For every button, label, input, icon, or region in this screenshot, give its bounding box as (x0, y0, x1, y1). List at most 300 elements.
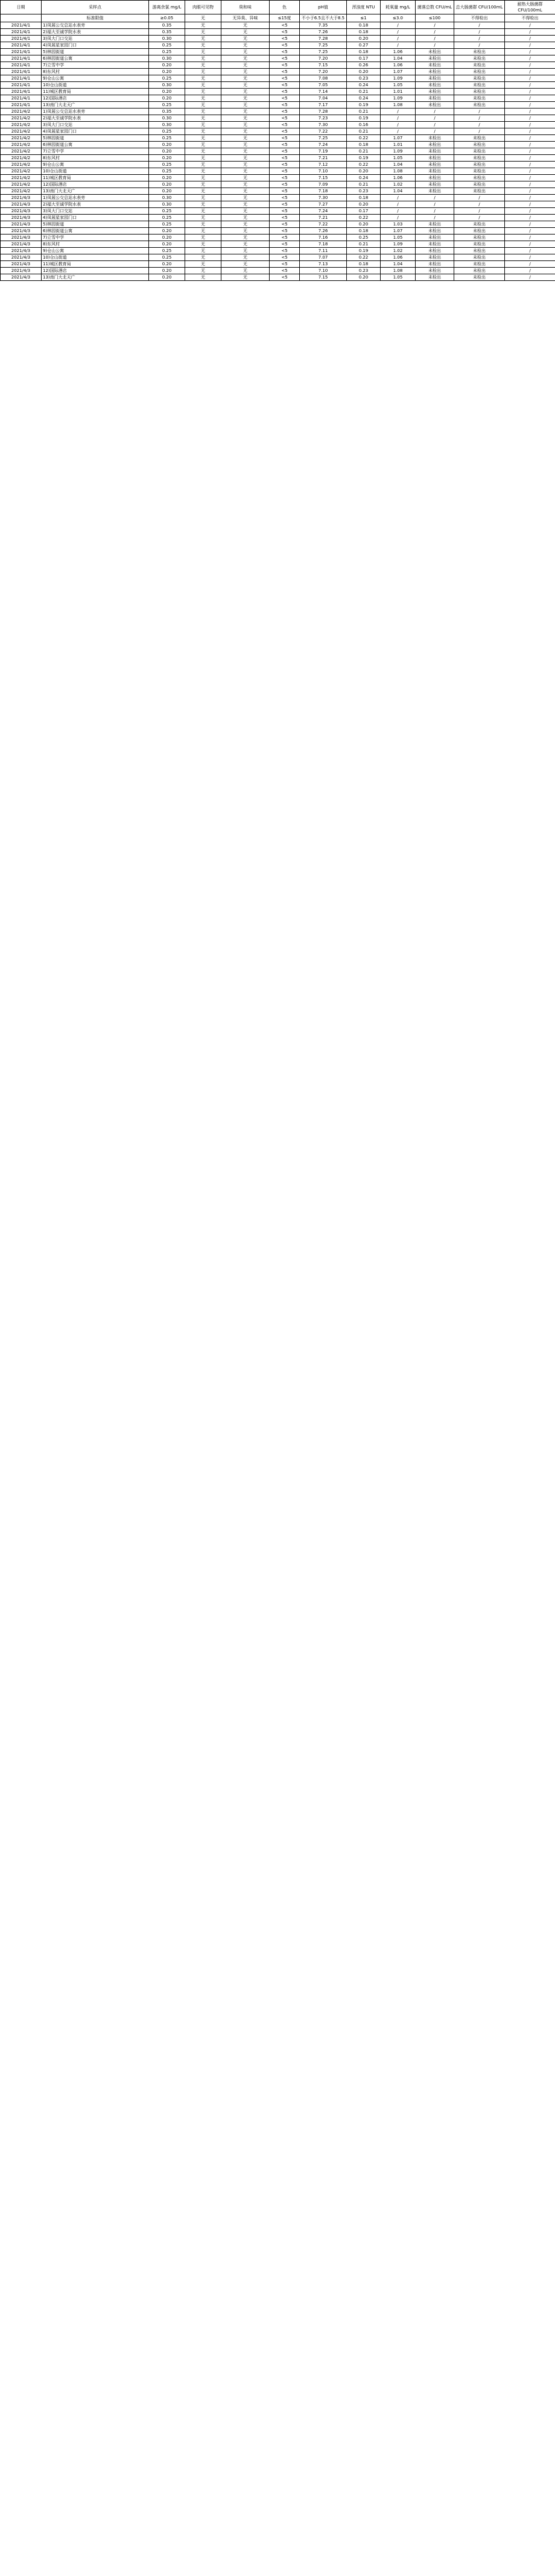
value-cell: 无 (221, 201, 270, 208)
header-cell: 耐热大肠菌群 CFU/100mL (505, 1, 555, 14)
header-cell: 耗氧量 mg/L (381, 1, 416, 14)
date-cell: 2021/4/3 (1, 254, 42, 261)
value-cell: / (505, 62, 555, 69)
site-cell: 10)仓山街道 (42, 254, 149, 261)
table-row (1, 95, 555, 102)
value-cell: 无 (221, 109, 270, 115)
value-cell: 1.07 (381, 69, 416, 75)
value-cell: 0.30 (149, 55, 185, 62)
table-row (1, 22, 555, 29)
date-cell: 2021/4/3 (1, 274, 42, 281)
value-cell: <5 (270, 115, 300, 122)
table-row (1, 254, 555, 261)
site-cell: 2)福大至诚学院水表 (42, 29, 149, 36)
value-cell: 无 (185, 128, 221, 135)
value-cell: / (416, 29, 454, 36)
value-cell: <5 (270, 142, 300, 148)
standard-cell: 不得检出 (505, 14, 555, 22)
value-cell: / (381, 195, 416, 201)
value-cell: 无 (221, 261, 270, 268)
value-cell: <5 (270, 128, 300, 135)
value-cell: 0.20 (149, 181, 185, 188)
value-cell: / (381, 208, 416, 215)
value-cell: <5 (270, 89, 300, 95)
value-cell: 0.25 (149, 42, 185, 49)
value-cell: 1.01 (381, 89, 416, 95)
value-cell: <5 (270, 102, 300, 109)
date-cell: 2021/4/3 (1, 228, 42, 235)
standard-cell: 无异臭、异味 (221, 14, 270, 22)
value-cell: 未检出 (454, 69, 505, 75)
site-cell: 1)凤展公交总站水表旁 (42, 195, 149, 201)
value-cell: <5 (270, 235, 300, 241)
table-row (1, 122, 555, 128)
value-cell: / (381, 22, 416, 29)
value-cell: / (416, 128, 454, 135)
value-cell: 0.30 (149, 201, 185, 208)
table-row (1, 128, 555, 135)
value-cell: 0.19 (347, 102, 381, 109)
value-cell: 无 (185, 69, 221, 75)
value-cell: <5 (270, 49, 300, 55)
table-row (1, 175, 555, 181)
value-cell: 0.20 (149, 142, 185, 148)
value-cell: 1.01 (381, 142, 416, 148)
header-cell: 色 (270, 1, 300, 14)
site-cell: 13)南门大北天广 (42, 102, 149, 109)
value-cell: <5 (270, 162, 300, 168)
value-cell: 0.30 (149, 195, 185, 201)
value-cell: <5 (270, 268, 300, 274)
value-cell: 无 (185, 55, 221, 62)
value-cell: 1.05 (381, 82, 416, 89)
value-cell: 7.21 (300, 155, 347, 162)
value-cell: 未检出 (454, 228, 505, 235)
value-cell: 无 (185, 274, 221, 281)
value-cell: 7.07 (300, 254, 347, 261)
site-cell: 2)福大至诚学院水表 (42, 201, 149, 208)
value-cell: / (505, 248, 555, 254)
value-cell: / (381, 29, 416, 36)
value-cell: <5 (270, 95, 300, 102)
value-cell: 7.16 (300, 235, 347, 241)
value-cell: 未检出 (416, 89, 454, 95)
value-cell: 0.21 (347, 148, 381, 155)
value-cell: <5 (270, 221, 300, 228)
table-row (1, 274, 555, 281)
value-cell: 未检出 (416, 75, 454, 82)
value-cell: 未检出 (454, 89, 505, 95)
value-cell: 无 (185, 155, 221, 162)
site-cell: 2)福大至诚学院水表 (42, 115, 149, 122)
table-row (1, 29, 555, 36)
table-row (1, 195, 555, 201)
value-cell: <5 (270, 208, 300, 215)
site-cell: 1)凤展公交总站水表旁 (42, 22, 149, 29)
value-cell: 0.18 (347, 142, 381, 148)
value-cell: 未检出 (416, 155, 454, 162)
date-cell: 2021/4/2 (1, 115, 42, 122)
value-cell: 无 (221, 175, 270, 181)
value-cell: 1.06 (381, 254, 416, 261)
value-cell: 无 (221, 69, 270, 75)
date-cell: 2021/4/3 (1, 261, 42, 268)
site-cell: 11)城区教育局 (42, 89, 149, 95)
site-cell: 3)凤大门口交站 (42, 36, 149, 42)
value-cell: 未检出 (454, 268, 505, 274)
value-cell: 0.19 (347, 115, 381, 122)
value-cell: 未检出 (416, 221, 454, 228)
value-cell: <5 (270, 261, 300, 268)
value-cell: 7.25 (300, 135, 347, 142)
value-cell: / (505, 49, 555, 55)
date-cell: 2021/4/3 (1, 241, 42, 248)
value-cell: 无 (185, 188, 221, 195)
table-row (1, 36, 555, 42)
value-cell: 无 (185, 175, 221, 181)
date-cell: 2021/4/2 (1, 181, 42, 188)
value-cell: 0.30 (149, 122, 185, 128)
table-row (1, 228, 555, 235)
value-cell: 0.35 (149, 22, 185, 29)
value-cell: 无 (185, 135, 221, 142)
header-cell: 浑浊度 NTU (347, 1, 381, 14)
site-cell: 5)林园街道 (42, 221, 149, 228)
value-cell: <5 (270, 228, 300, 235)
table-row (1, 82, 555, 89)
value-cell: <5 (270, 188, 300, 195)
value-cell: / (505, 22, 555, 29)
value-cell: / (416, 22, 454, 29)
value-cell: 无 (221, 228, 270, 235)
value-cell: 7.20 (300, 69, 347, 75)
value-cell: / (454, 128, 505, 135)
value-cell: / (505, 155, 555, 162)
standard-cell: 无 (185, 14, 221, 22)
value-cell: 7.12 (300, 162, 347, 168)
table-row (1, 42, 555, 49)
value-cell: / (381, 115, 416, 122)
water-quality-table (0, 0, 555, 281)
value-cell: 未检出 (454, 62, 505, 69)
value-cell: 未检出 (416, 254, 454, 261)
value-cell: 0.20 (347, 221, 381, 228)
value-cell: 未检出 (454, 168, 505, 175)
value-cell: 无 (185, 89, 221, 95)
value-cell: 0.20 (149, 235, 185, 241)
site-cell: 8)东风村 (42, 69, 149, 75)
value-cell: 0.18 (347, 261, 381, 268)
value-cell: 7.10 (300, 268, 347, 274)
value-cell: / (416, 36, 454, 42)
value-cell: 无 (221, 22, 270, 29)
value-cell: 无 (221, 75, 270, 82)
value-cell: 7.08 (300, 75, 347, 82)
value-cell: / (505, 128, 555, 135)
table-row (1, 188, 555, 195)
value-cell: <5 (270, 201, 300, 208)
value-cell: 0.20 (149, 95, 185, 102)
value-cell: 无 (221, 115, 270, 122)
value-cell: 未检出 (416, 181, 454, 188)
value-cell: 0.21 (347, 181, 381, 188)
value-cell: / (381, 215, 416, 221)
value-cell: / (381, 42, 416, 49)
value-cell: 7.15 (300, 274, 347, 281)
value-cell: 0.24 (347, 82, 381, 89)
value-cell: 7.15 (300, 175, 347, 181)
value-cell: 无 (185, 22, 221, 29)
value-cell: / (381, 128, 416, 135)
value-cell: / (505, 201, 555, 208)
value-cell: 无 (221, 29, 270, 36)
date-cell: 2021/4/1 (1, 82, 42, 89)
value-cell: / (454, 215, 505, 221)
value-cell: / (505, 268, 555, 274)
value-cell: 无 (185, 215, 221, 221)
header-cell: 总大肠菌群 CFU/100mL (454, 1, 505, 14)
value-cell: 1.09 (381, 148, 416, 155)
standard-cell: ≤3.0 (381, 14, 416, 22)
value-cell: 无 (185, 201, 221, 208)
date-cell: 2021/4/1 (1, 22, 42, 29)
value-cell: 无 (185, 109, 221, 115)
site-cell: 10)仓山街道 (42, 168, 149, 175)
value-cell: 1.04 (381, 188, 416, 195)
value-cell: 7.26 (300, 29, 347, 36)
value-cell: / (416, 208, 454, 215)
date-cell: 2021/4/3 (1, 268, 42, 274)
table-row (1, 162, 555, 168)
value-cell: 无 (221, 135, 270, 142)
site-cell: 3)凤大门口交站 (42, 208, 149, 215)
value-cell: 0.20 (149, 241, 185, 248)
value-cell: 无 (221, 241, 270, 248)
date-cell: 2021/4/2 (1, 155, 42, 162)
date-cell: 2021/4/2 (1, 188, 42, 195)
date-cell: 2021/4/1 (1, 62, 42, 69)
value-cell: 无 (185, 115, 221, 122)
value-cell: <5 (270, 168, 300, 175)
value-cell: 未检出 (416, 274, 454, 281)
value-cell: 0.25 (149, 135, 185, 142)
value-cell: 0.30 (149, 82, 185, 89)
value-cell: 无 (221, 49, 270, 55)
value-cell: <5 (270, 195, 300, 201)
value-cell: / (505, 181, 555, 188)
value-cell: 7.17 (300, 102, 347, 109)
value-cell: 无 (221, 36, 270, 42)
value-cell: 无 (185, 248, 221, 254)
value-cell: / (505, 215, 555, 221)
value-cell: / (505, 221, 555, 228)
value-cell: <5 (270, 75, 300, 82)
value-cell: 0.25 (347, 235, 381, 241)
value-cell: 0.20 (149, 175, 185, 181)
value-cell: 无 (221, 95, 270, 102)
value-cell: 无 (185, 95, 221, 102)
value-cell: 0.16 (347, 122, 381, 128)
value-cell: 0.23 (347, 75, 381, 82)
value-cell: 无 (221, 142, 270, 148)
table-row (1, 69, 555, 75)
value-cell: 未检出 (454, 95, 505, 102)
value-cell: 0.21 (347, 109, 381, 115)
value-cell: 7.24 (300, 208, 347, 215)
value-cell: 7.04 (300, 95, 347, 102)
value-cell: 0.30 (149, 36, 185, 42)
value-cell: <5 (270, 254, 300, 261)
value-cell: 0.20 (347, 36, 381, 42)
value-cell: 0.22 (347, 254, 381, 261)
value-cell: 未检出 (454, 261, 505, 268)
value-cell: 无 (221, 148, 270, 155)
value-cell: / (505, 109, 555, 115)
date-cell: 2021/4/1 (1, 89, 42, 95)
table-row (1, 208, 555, 215)
value-cell: 无 (185, 261, 221, 268)
value-cell: 未检出 (416, 175, 454, 181)
date-cell: 2021/4/2 (1, 148, 42, 155)
value-cell: 7.28 (300, 36, 347, 42)
site-cell: 9)仓山公寓 (42, 162, 149, 168)
value-cell: / (505, 195, 555, 201)
value-cell: <5 (270, 42, 300, 49)
value-cell: 1.04 (381, 55, 416, 62)
value-cell: <5 (270, 82, 300, 89)
value-cell: 0.25 (149, 128, 185, 135)
date-cell: 2021/4/1 (1, 69, 42, 75)
value-cell: 7.28 (300, 109, 347, 115)
date-cell: 2021/4/2 (1, 128, 42, 135)
header-cell: pH值 (300, 1, 347, 14)
table-row (1, 109, 555, 115)
value-cell: 1.06 (381, 175, 416, 181)
value-cell: 0.21 (347, 128, 381, 135)
site-cell: 4)凤展星家园门口 (42, 128, 149, 135)
value-cell: / (381, 36, 416, 42)
value-cell: 未检出 (454, 162, 505, 168)
value-cell: / (381, 109, 416, 115)
value-cell: / (454, 22, 505, 29)
value-cell: 0.25 (149, 102, 185, 109)
value-cell: <5 (270, 122, 300, 128)
value-cell: 未检出 (416, 49, 454, 55)
value-cell: 7.25 (300, 42, 347, 49)
value-cell: 未检出 (416, 148, 454, 155)
value-cell: 未检出 (454, 254, 505, 261)
value-cell: 7.22 (300, 221, 347, 228)
value-cell: 1.04 (381, 261, 416, 268)
value-cell: 未检出 (454, 75, 505, 82)
value-cell: 7.09 (300, 181, 347, 188)
value-cell: 0.20 (347, 201, 381, 208)
value-cell: 未检出 (454, 49, 505, 55)
site-cell: 5)林园街道 (42, 49, 149, 55)
value-cell: 无 (221, 208, 270, 215)
value-cell: 0.26 (347, 62, 381, 69)
value-cell: 1.07 (381, 228, 416, 235)
table-row (1, 248, 555, 254)
value-cell: <5 (270, 135, 300, 142)
value-cell: 无 (185, 268, 221, 274)
site-cell: 13)南门大北天广 (42, 188, 149, 195)
value-cell: 无 (221, 181, 270, 188)
value-cell: 0.18 (347, 22, 381, 29)
value-cell: 无 (221, 168, 270, 175)
table-row (1, 261, 555, 268)
value-cell: 未检出 (454, 221, 505, 228)
value-cell: <5 (270, 175, 300, 181)
value-cell: 1.08 (381, 168, 416, 175)
value-cell: / (505, 162, 555, 168)
value-cell: 7.19 (300, 148, 347, 155)
value-cell: / (416, 109, 454, 115)
value-cell: / (416, 122, 454, 128)
value-cell: 7.14 (300, 89, 347, 95)
value-cell: / (454, 115, 505, 122)
date-cell: 2021/4/2 (1, 142, 42, 148)
value-cell: / (505, 115, 555, 122)
value-cell: 0.24 (347, 175, 381, 181)
value-cell: 无 (221, 89, 270, 95)
site-cell: 5)林园街道 (42, 135, 149, 142)
value-cell: 0.20 (149, 89, 185, 95)
value-cell: 0.19 (347, 248, 381, 254)
value-cell: 1.02 (381, 181, 416, 188)
date-cell: 2021/4/3 (1, 208, 42, 215)
value-cell: 无 (221, 235, 270, 241)
value-cell: / (505, 168, 555, 175)
value-cell: 无 (185, 168, 221, 175)
value-cell: / (416, 195, 454, 201)
value-cell: 未检出 (416, 241, 454, 248)
value-cell: <5 (270, 241, 300, 248)
value-cell: / (505, 42, 555, 49)
value-cell: / (505, 29, 555, 36)
value-cell: 无 (185, 82, 221, 89)
value-cell: / (505, 235, 555, 241)
value-cell: 1.08 (381, 268, 416, 274)
value-cell: 0.22 (347, 215, 381, 221)
date-cell: 2021/4/3 (1, 235, 42, 241)
value-cell: 1.07 (381, 135, 416, 142)
value-cell: / (505, 254, 555, 261)
site-cell: 10)仓山街道 (42, 82, 149, 89)
value-cell: <5 (270, 69, 300, 75)
value-cell: <5 (270, 181, 300, 188)
value-cell: 无 (185, 181, 221, 188)
value-cell: <5 (270, 215, 300, 221)
value-cell: 未检出 (454, 188, 505, 195)
table-row (1, 215, 555, 221)
value-cell: 无 (221, 248, 270, 254)
date-cell: 2021/4/3 (1, 201, 42, 208)
value-cell: 未检出 (454, 82, 505, 89)
value-cell: 0.21 (347, 89, 381, 95)
value-cell: 无 (221, 188, 270, 195)
header-cell: 采样点 (42, 1, 149, 14)
value-cell: 0.20 (149, 274, 185, 281)
header-cell: 臭和味 (221, 1, 270, 14)
table-row (1, 235, 555, 241)
date-cell: 2021/4/2 (1, 122, 42, 128)
value-cell: 0.25 (149, 208, 185, 215)
header-cell: 菌落总数 CFU/mL (416, 1, 454, 14)
standard-cell: 不小于6.5且不大于8.5 (300, 14, 347, 22)
value-cell: <5 (270, 109, 300, 115)
site-cell: 4)凤展星家园门口 (42, 42, 149, 49)
